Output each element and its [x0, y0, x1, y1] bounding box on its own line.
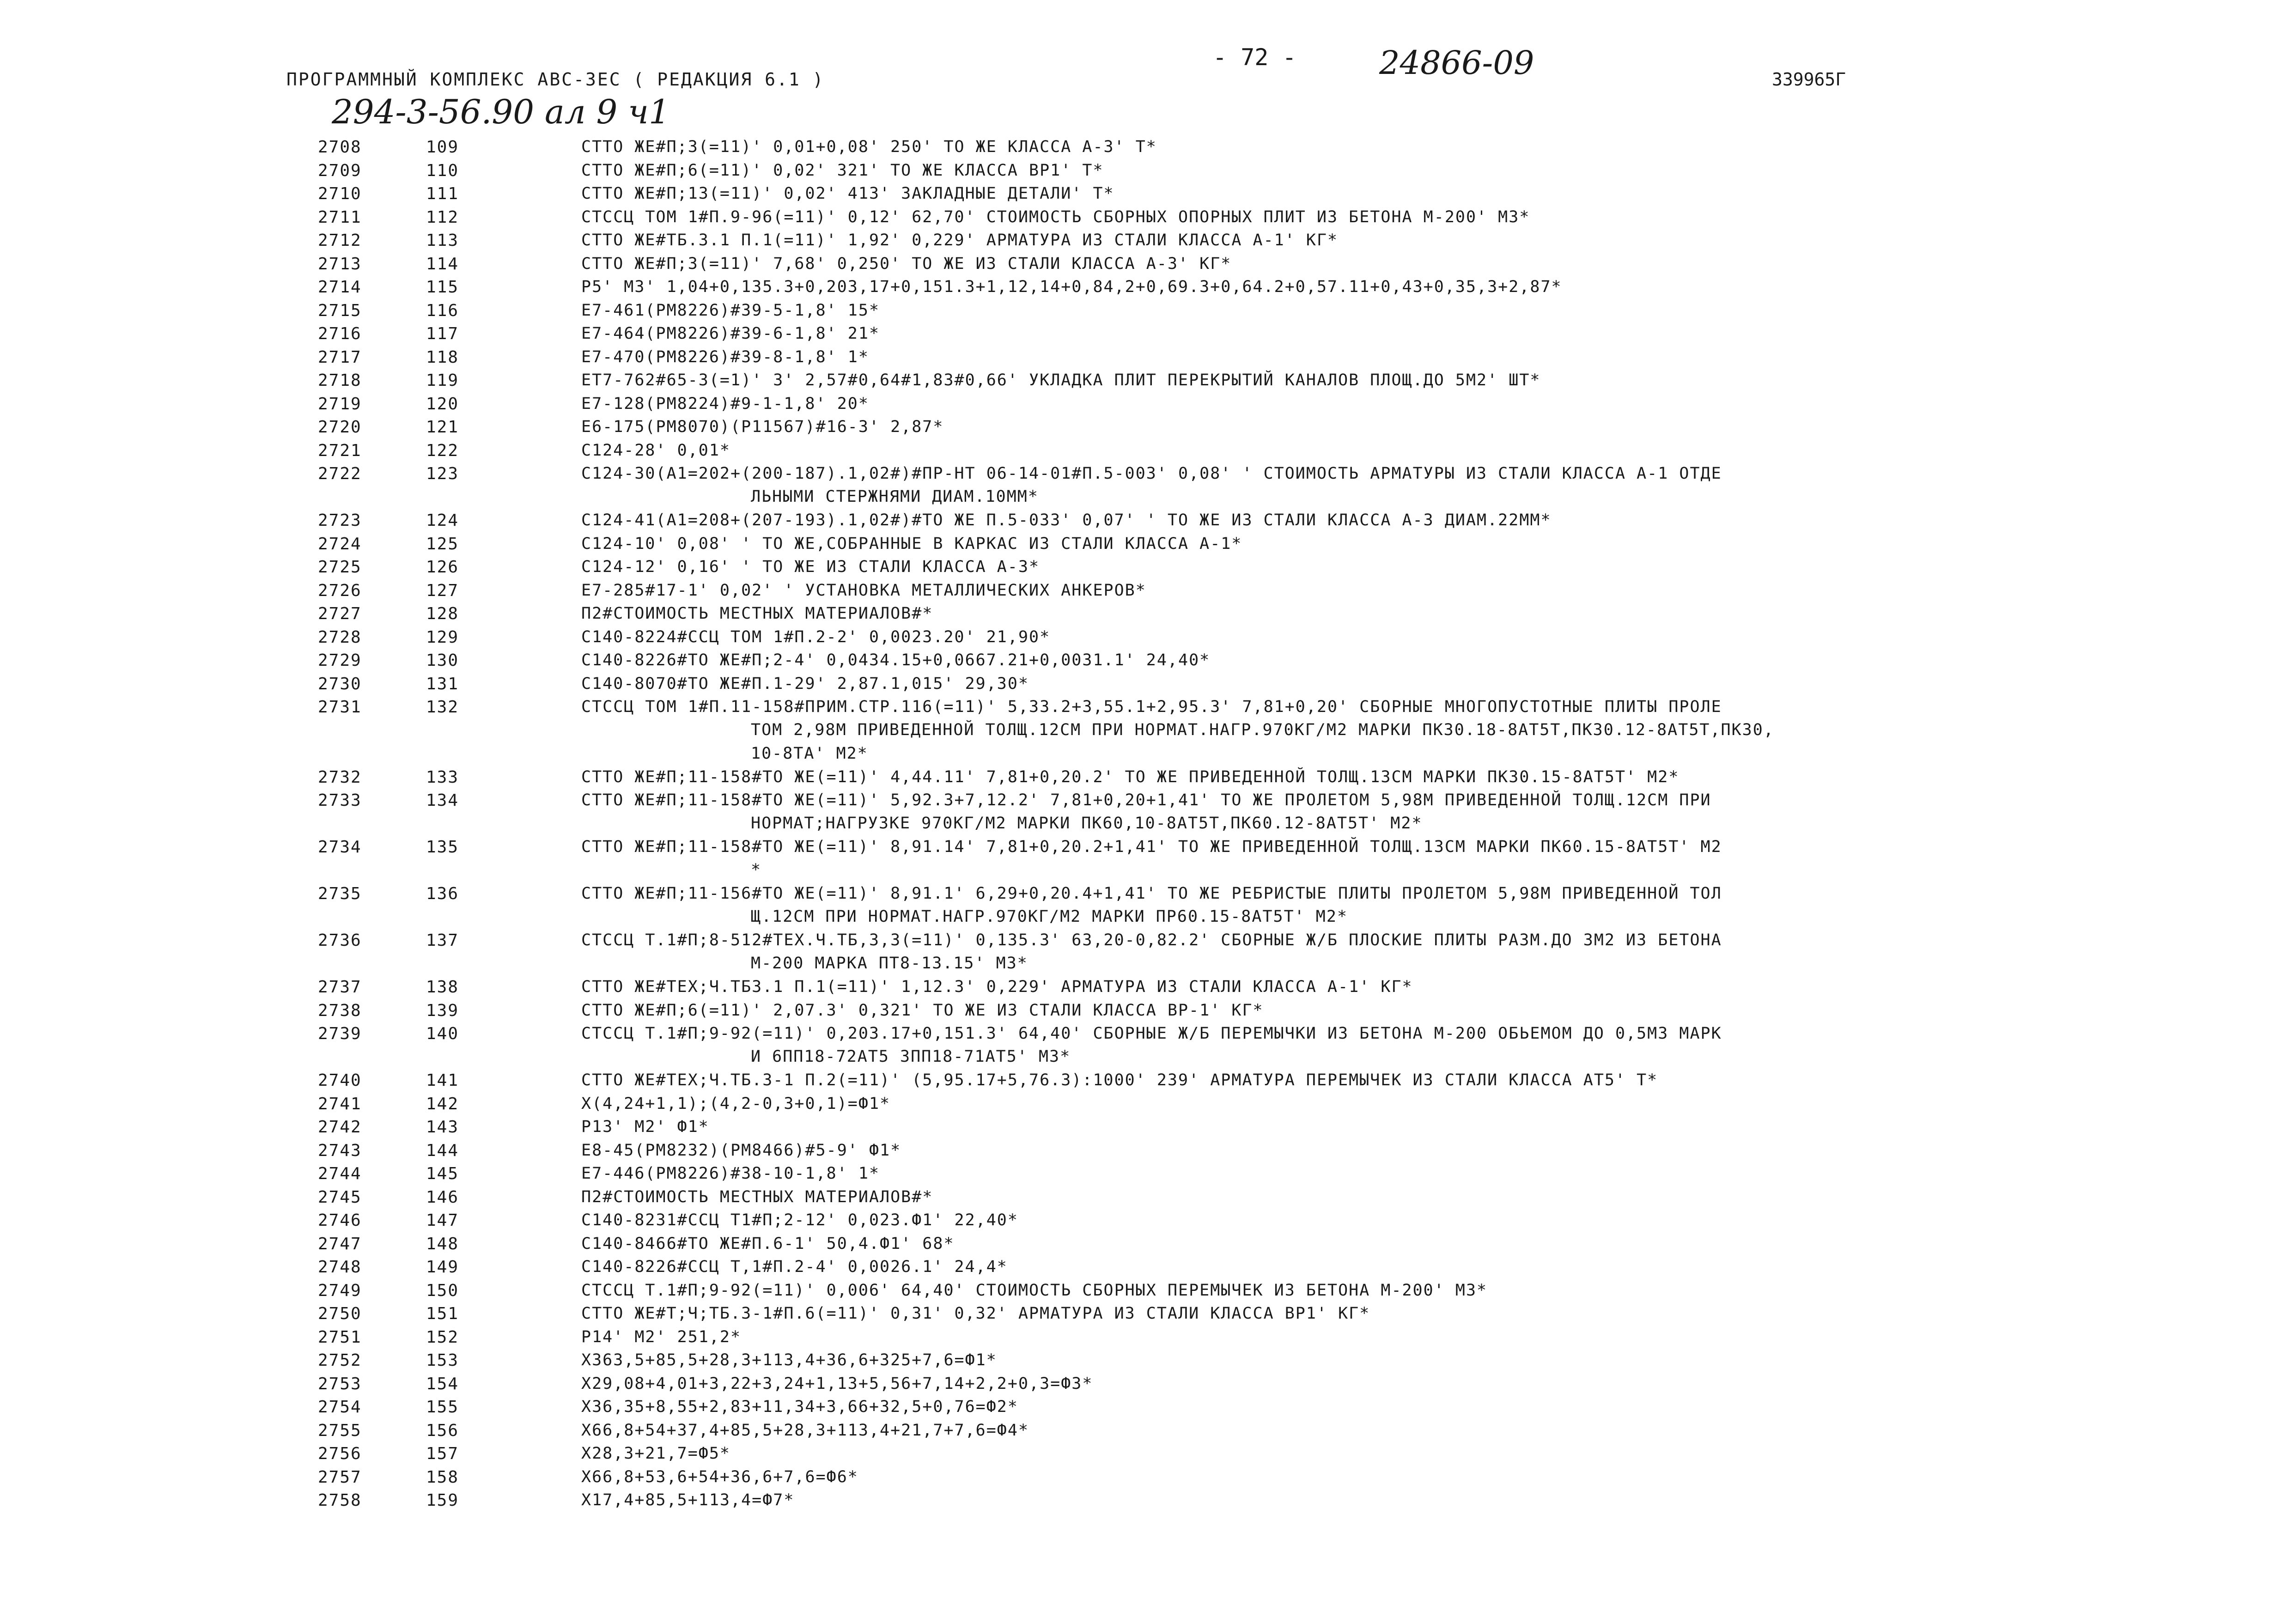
line-item-number: 115 — [426, 278, 459, 297]
line-text: СТТО ЖЕ#ТЕХ;Ч.ТБ.3-1 П.2(=11)' (5,95.17+5,76.3):1000' 239' АРМАТУРА ПЕРЕМЫЧЕК ИЗ СТАЛИ КЛАССА АТ5' Т* — [581, 1071, 1658, 1089]
line-text: Е7-128(РМ8224)#9-1-1,8' 20* — [581, 394, 869, 413]
listing-line — [0, 1071, 2294, 1095]
line-text: П2#СТОИМОСТЬ МЕСТНЫХ МАТЕРИАЛОВ#* — [581, 604, 933, 623]
listing-line — [0, 535, 2294, 558]
line-sequence-number: 2754 — [318, 1398, 362, 1417]
line-item-number: 150 — [426, 1281, 459, 1300]
line-item-number: 123 — [426, 464, 459, 483]
line-item-number: 109 — [426, 138, 459, 157]
line-item-number: 116 — [426, 301, 459, 320]
listing-line — [0, 628, 2294, 651]
line-text: СТТО ЖЕ#П;13(=11)' 0,02' 413' ЗАКЛАДНЫЕ ДЕТАЛИ' Т* — [581, 184, 1114, 203]
line-sequence-number: 2716 — [318, 324, 362, 343]
line-text: СТТО ЖЕ#П;11-156#ТО ЖЕ(=11)' 8,91.1' 6,29+0,20.4+1,41' ТО ЖЕ РЕБРИСТЫЕ ПЛИТЫ ПРОЛЕТОМ 5,98М ПРИВЕДЕННОЙ ТОЛ — [581, 884, 1722, 903]
line-sequence-number: 2738 — [318, 1001, 362, 1020]
line-item-number: 156 — [426, 1421, 459, 1440]
line-text: Х29,08+4,01+3,22+3,24+1,13+5,56+7,14+2,2+0,3=Ф3* — [581, 1374, 1093, 1393]
line-text: Х36,35+8,55+2,83+11,34+3,66+32,5+0,76=Ф2* — [581, 1398, 1018, 1416]
line-sequence-number: 2728 — [318, 627, 362, 647]
listing-line — [0, 1491, 2294, 1515]
listing-line — [0, 838, 2294, 884]
line-item-number: 149 — [426, 1258, 459, 1277]
line-item-number: 154 — [426, 1374, 459, 1393]
line-text: СТССЦ ТОМ 1#П.9-96(=11)' 0,12' 62,70' СТОИМОСТЬ СБОРНЫХ ОПОРНЫХ ПЛИТ ИЗ БЕТОНА М-200' М3* — [581, 207, 1530, 226]
line-sequence-number: 2719 — [318, 394, 362, 414]
listing-line — [0, 1164, 2294, 1188]
listing-line — [0, 1095, 2294, 1118]
line-text-continuation: Щ.12СМ ПРИ НОРМАТ.НАГР.970КГ/М2 МАРКИ ПР60.15-8АТ5Т' М2* — [751, 907, 1348, 926]
line-sequence-number: 2708 — [318, 138, 362, 157]
listing-line — [0, 1375, 2294, 1398]
line-sequence-number: 2750 — [318, 1304, 362, 1323]
listing-line — [0, 1328, 2294, 1351]
line-sequence-number: 2740 — [318, 1071, 362, 1090]
listing-line — [0, 931, 2294, 978]
line-sequence-number: 2749 — [318, 1281, 362, 1300]
listing-line — [0, 395, 2294, 418]
line-item-number: 127 — [426, 581, 459, 600]
line-text: П2#СТОИМОСТЬ МЕСТНЫХ МАТЕРИАЛОВ#* — [581, 1187, 933, 1206]
document-number: 24866-09 — [1379, 44, 1534, 82]
listing-line — [0, 1351, 2294, 1375]
line-text: СТТО ЖЕ#Т;Ч;ТБ.3-1#П.6(=11)' 0,31' 0,32' АРМАТУРА ИЗ СТАЛИ КЛАССА ВР1' КГ* — [581, 1304, 1370, 1323]
line-sequence-number: 2727 — [318, 604, 362, 623]
line-text-continuation: ЛЬНЫМИ СТЕРЖНЯМИ ДИАМ.10ММ* — [751, 487, 1039, 506]
line-text: С140-8226#ССЦ Т,1#П.2-4' 0,0026.1' 24,4* — [581, 1258, 1008, 1276]
line-text: С124-10' 0,08' ' ТО ЖЕ,СОБРАННЫЕ В КАРКАС ИЗ СТАЛИ КЛАССА А-1* — [581, 534, 1242, 553]
line-text: Х(4,24+1,1);(4,2-0,3+0,1)=Ф1* — [581, 1094, 891, 1113]
line-sequence-number: 2732 — [318, 767, 362, 787]
line-text: Р5' М3' 1,04+0,135.3+0,203,17+0,151.3+1,12,14+0,84,2+0,69.3+0,64.2+0,57.11+0,43+0,35,3+2,87* — [581, 278, 1562, 296]
listing-line — [0, 1001, 2294, 1025]
line-text-continuation: * — [751, 861, 762, 879]
listing-line — [0, 651, 2294, 675]
line-sequence-number: 2734 — [318, 838, 362, 857]
line-item-number: 128 — [426, 604, 459, 623]
listing-line — [0, 278, 2294, 301]
line-text: Х17,4+85,5+113,4=Ф7* — [581, 1491, 795, 1509]
listing-line — [0, 1024, 2294, 1071]
line-item-number: 157 — [426, 1444, 459, 1463]
program-listing — [0, 138, 2294, 1515]
line-sequence-number: 2711 — [318, 207, 362, 227]
line-item-number: 153 — [426, 1351, 459, 1370]
listing-line — [0, 301, 2294, 325]
line-sequence-number: 2741 — [318, 1094, 362, 1113]
line-text: С140-8226#ТО ЖЕ#П;2-4' 0,0434.15+0,0667.21+0,0031.1' 24,40* — [581, 651, 1211, 669]
line-text: С140-8231#ССЦ Т1#П;2-12' 0,023.Ф1' 22,40* — [581, 1211, 1018, 1229]
line-text: Е6-175(РМ8070)(Р11567)#16-3' 2,87* — [581, 418, 944, 436]
line-text: СТТО ЖЕ#ТБ.3.1 П.1(=11)' 1,92' 0,229' АРМАТУРА ИЗ СТАЛИ КЛАССА А-1' КГ* — [581, 231, 1339, 249]
line-sequence-number: 2724 — [318, 534, 362, 553]
line-item-number: 159 — [426, 1491, 459, 1510]
line-text-continuation: М-200 МАРКА ПТ8-13.15' М3* — [751, 954, 1028, 973]
listing-line — [0, 558, 2294, 581]
line-sequence-number: 2733 — [318, 791, 362, 810]
line-item-number: 141 — [426, 1071, 459, 1090]
line-sequence-number: 2715 — [318, 301, 362, 320]
line-item-number: 152 — [426, 1327, 459, 1347]
line-sequence-number: 2717 — [318, 347, 362, 367]
listing-line — [0, 441, 2294, 465]
line-text: СТТО ЖЕ#ТЕХ;Ч.ТБ3.1 П.1(=11)' 1,12.3' 0,229' АРМАТУРА ИЗ СТАЛИ КЛАССА А-1' КГ* — [581, 978, 1413, 996]
line-sequence-number: 2752 — [318, 1351, 362, 1370]
listing-line — [0, 464, 2294, 511]
line-text: Р13' М2' Ф1* — [581, 1118, 709, 1136]
line-item-number: 151 — [426, 1304, 459, 1323]
line-text: С124-12' 0,16' ' ТО ЖЕ ИЗ СТАЛИ КЛАССА А-3* — [581, 558, 1040, 576]
line-sequence-number: 2718 — [318, 371, 362, 390]
line-item-number: 119 — [426, 371, 459, 390]
line-text: Х28,3+21,7=Ф5* — [581, 1444, 731, 1463]
line-sequence-number: 2730 — [318, 674, 362, 693]
line-sequence-number: 2709 — [318, 161, 362, 180]
line-sequence-number: 2746 — [318, 1211, 362, 1230]
line-sequence-number: 2731 — [318, 698, 362, 717]
listing-line — [0, 138, 2294, 161]
program-header: ПРОГРАММНЫЙ КОМПЛЕКС АВС-3ЕС ( РЕДАКЦИЯ 6.1 ) — [286, 69, 825, 90]
line-sequence-number: 2742 — [318, 1118, 362, 1137]
line-text-continuation: И 6ПП18-72АТ5 3ПП18-71АТ5' М3* — [751, 1047, 1071, 1066]
line-text: Р14' М2' 251,2* — [581, 1327, 742, 1346]
line-text-continuation: ТОМ 2,98М ПРИВЕДЕННОЙ ТОЛЩ.12СМ ПРИ НОРМАТ.НАГР.970КГ/М2 МАРКИ ПК30.18-8АТ5Т,ПК30.12-8АТ5Т,ПК30, — [751, 721, 1774, 739]
line-item-number: 148 — [426, 1234, 459, 1253]
line-text: СТТО ЖЕ#П;11-158#ТО ЖЕ(=11)' 8,91.14' 7,81+0,20.2+1,41' ТО ЖЕ ПРИВЕДЕННОЙ ТОЛЩ.13СМ МАРКИ ПК60.15-8АТ5Т' М2 — [581, 838, 1722, 856]
page-number: - 72 - — [1213, 44, 1296, 71]
line-item-number: 135 — [426, 838, 459, 857]
listing-line — [0, 978, 2294, 1001]
line-text: СТТО ЖЕ#П;6(=11)' 2,07.3' 0,321' ТО ЖЕ ИЗ СТАЛИ КЛАССА ВР-1' КГ* — [581, 1001, 1264, 1020]
line-sequence-number: 2751 — [318, 1327, 362, 1347]
listing-line — [0, 1235, 2294, 1258]
listing-line — [0, 371, 2294, 395]
listing-line — [0, 231, 2294, 255]
line-sequence-number: 2743 — [318, 1141, 362, 1160]
listing-line — [0, 884, 2294, 931]
line-sequence-number: 2714 — [318, 278, 362, 297]
line-item-number: 131 — [426, 674, 459, 693]
line-sequence-number: 2747 — [318, 1234, 362, 1253]
line-text: С124-41(А1=208+(207-193).1,02#)#ТО ЖЕ П.5-033' 0,07' ' ТО ЖЕ ИЗ СТАЛИ КЛАССА А-3 ДИАМ.22ММ* — [581, 511, 1552, 529]
listing-line — [0, 791, 2294, 838]
line-sequence-number: 2735 — [318, 884, 362, 903]
line-sequence-number: 2744 — [318, 1164, 362, 1183]
line-item-number: 136 — [426, 884, 459, 903]
listing-line — [0, 324, 2294, 348]
line-sequence-number: 2723 — [318, 511, 362, 530]
line-sequence-number: 2745 — [318, 1187, 362, 1207]
listing-line — [0, 208, 2294, 231]
line-sequence-number: 2713 — [318, 254, 362, 274]
listing-line — [0, 675, 2294, 698]
listing-line — [0, 1304, 2294, 1328]
line-text-continuation: 10-8ТА' М2* — [751, 744, 868, 763]
listing-line — [0, 161, 2294, 185]
listing-line — [0, 1398, 2294, 1421]
line-sequence-number: 2757 — [318, 1467, 362, 1487]
line-item-number: 112 — [426, 207, 459, 227]
line-text: С140-8466#ТО ЖЕ#П.6-1' 50,4.Ф1' 68* — [581, 1234, 955, 1253]
line-item-number: 140 — [426, 1024, 459, 1043]
line-sequence-number: 2755 — [318, 1421, 362, 1440]
listing-line — [0, 1141, 2294, 1165]
listing-line — [0, 184, 2294, 208]
line-item-number: 126 — [426, 558, 459, 577]
listing-line — [0, 768, 2294, 791]
line-text: СТТО ЖЕ#П;6(=11)' 0,02' 321' ТО ЖЕ КЛАССА ВР1' Т* — [581, 161, 1104, 180]
line-text: Е7-464(РМ8226)#39-6-1,8' 21* — [581, 324, 880, 343]
line-sequence-number: 2721 — [318, 441, 362, 460]
line-sequence-number: 2729 — [318, 651, 362, 670]
line-item-number: 142 — [426, 1094, 459, 1113]
line-item-number: 129 — [426, 627, 459, 647]
line-text: Е8-45(РМ8232)(РМ8466)#5-9' Ф1* — [581, 1141, 901, 1160]
line-item-number: 110 — [426, 161, 459, 180]
line-text: СТССЦ Т.1#П;9-92(=11)' 0,203.17+0,151.3' 64,40' СБОРНЫЕ Ж/Б ПЕРЕМЫЧКИ ИЗ БЕТОНА М-200 ОБЬЕМОМ ДО 0,5М3 МАРК — [581, 1024, 1722, 1043]
line-item-number: 113 — [426, 231, 459, 250]
line-item-number: 146 — [426, 1187, 459, 1207]
listing-line — [0, 1444, 2294, 1468]
line-sequence-number: 2748 — [318, 1258, 362, 1277]
line-item-number: 130 — [426, 651, 459, 670]
line-text: СТССЦ Т.1#П;9-92(=11)' 0,006' 64,40' СТОИМОСТЬ СБОРНЫХ ПЕРЕМЫЧЕК ИЗ БЕТОНА М-200' М3* — [581, 1281, 1488, 1300]
line-sequence-number: 2753 — [318, 1374, 362, 1393]
line-text: СТССЦ Т.1#П;8-512#ТЕХ.Ч.ТБ,3,3(=11)' 0,135.3' 63,20-0,82.2' СБОРНЫЕ Ж/Б ПЛОСКИЕ ПЛИТЫ РАЗМ.ДО 3М2 ИЗ БЕТОНА — [581, 931, 1722, 949]
line-text: Е7-285#17-1' 0,02' ' УСТАНОВКА МЕТАЛЛИЧЕСКИХ АНКЕРОВ* — [581, 581, 1146, 600]
line-text: СТТО ЖЕ#П;3(=11)' 0,01+0,08' 250' ТО ЖЕ КЛАССА А-3' Т* — [581, 138, 1157, 156]
line-item-number: 147 — [426, 1211, 459, 1230]
listing-line — [0, 1211, 2294, 1235]
line-sequence-number: 2756 — [318, 1444, 362, 1463]
line-sequence-number: 2736 — [318, 931, 362, 950]
listing-line — [0, 1118, 2294, 1141]
line-text: С124-28' 0,01* — [581, 441, 731, 460]
line-item-number: 143 — [426, 1118, 459, 1137]
line-sequence-number: 2710 — [318, 184, 362, 203]
line-item-number: 120 — [426, 394, 459, 414]
line-text: СТССЦ ТОМ 1#П.11-158#ПРИМ.СТР.116(=11)' 5,33.2+3,55.1+2,95.3' 7,81+0,20' СБОРНЫЕ МНОГОПУСТОТНЫЕ ПЛИТЫ ПРОЛЕ — [581, 698, 1722, 716]
line-text: Е7-446(РМ8226)#38-10-1,8' 1* — [581, 1164, 880, 1183]
line-item-number: 155 — [426, 1398, 459, 1417]
line-text: Х363,5+85,5+28,3+113,4+36,6+325+7,6=Ф1* — [581, 1351, 997, 1369]
listing-line — [0, 698, 2294, 768]
line-item-number: 125 — [426, 534, 459, 553]
line-item-number: 158 — [426, 1467, 459, 1487]
line-sequence-number: 2722 — [318, 464, 362, 483]
line-text: Х66,8+53,6+54+36,6+7,6=Ф6* — [581, 1467, 858, 1486]
line-item-number: 144 — [426, 1141, 459, 1160]
document-code: 339965Г — [1772, 69, 1846, 90]
line-text: Е7-461(РМ8226)#39-5-1,8' 15* — [581, 301, 880, 320]
line-item-number: 111 — [426, 184, 459, 203]
line-sequence-number: 2720 — [318, 418, 362, 437]
listing-line — [0, 418, 2294, 441]
line-text: Е7-470(РМ8226)#39-8-1,8' 1* — [581, 347, 869, 366]
line-text: С140-8224#ССЦ ТОМ 1#П.2-2' 0,0023.20' 21,90* — [581, 627, 1051, 646]
line-item-number: 118 — [426, 347, 459, 367]
line-item-number: 121 — [426, 418, 459, 437]
line-text: Х66,8+54+37,4+85,5+28,3+113,4+21,7+7,6=Ф4* — [581, 1421, 1029, 1440]
line-item-number: 137 — [426, 931, 459, 950]
line-sequence-number: 2726 — [318, 581, 362, 600]
line-text: СТТО ЖЕ#П;11-158#ТО ЖЕ(=11)' 5,92.3+7,12.2' 7,81+0,20+1,41' ТО ЖЕ ПРОЛЕТОМ 5,98М ПРИВЕДЕННОЙ ТОЛЩ.12СМ ПРИ — [581, 791, 1711, 809]
line-item-number: 133 — [426, 767, 459, 787]
listing-line — [0, 1421, 2294, 1445]
line-item-number: 145 — [426, 1164, 459, 1183]
line-item-number: 122 — [426, 441, 459, 460]
line-sequence-number: 2758 — [318, 1491, 362, 1510]
listing-line — [0, 1188, 2294, 1211]
line-sequence-number: 2725 — [318, 558, 362, 577]
line-item-number: 138 — [426, 978, 459, 997]
line-sequence-number: 2739 — [318, 1024, 362, 1043]
line-text: С124-30(А1=202+(200-187).1,02#)#ПР-НТ 06-14-01#П.5-003' 0,08' ' СТОИМОСТЬ АРМАТУРЫ ИЗ СТАЛИ КЛАССА А-1 ОТДЕ — [581, 464, 1722, 483]
line-sequence-number: 2737 — [318, 978, 362, 997]
line-item-number: 134 — [426, 791, 459, 810]
line-sequence-number: 2712 — [318, 231, 362, 250]
line-item-number: 132 — [426, 698, 459, 717]
line-text: С140-8070#ТО ЖЕ#П.1-29' 2,87.1,015' 29,30* — [581, 674, 1029, 693]
listing-line — [0, 1281, 2294, 1305]
listing-line — [0, 604, 2294, 628]
line-item-number: 117 — [426, 324, 459, 343]
line-item-number: 124 — [426, 511, 459, 530]
line-text: ЕТ7-762#65-3(=1)' 3' 2,57#0,64#1,83#0,66' УКЛАДКА ПЛИТ ПЕРЕКРЫТИЙ КАНАЛОВ ПЛОЩ.ДО 5М2' ШТ* — [581, 371, 1541, 389]
line-item-number: 139 — [426, 1001, 459, 1020]
line-text: СТТО ЖЕ#П;11-158#ТО ЖЕ(=11)' 4,44.11' 7,81+0,20.2' ТО ЖЕ ПРИВЕДЕННОЙ ТОЛЩ.13СМ МАРКИ ПК30.15-8АТ5Т' М2* — [581, 767, 1679, 786]
line-text: СТТО ЖЕ#П;3(=11)' 7,68' 0,250' ТО ЖЕ ИЗ СТАЛИ КЛАССА А-3' КГ* — [581, 254, 1232, 273]
listing-line — [0, 581, 2294, 605]
listing-line — [0, 1258, 2294, 1281]
handwritten-note: 294-3-56.90 ал 9 ч1 — [332, 92, 670, 131]
listing-line — [0, 255, 2294, 278]
line-text-continuation: НОРМАТ;НАГРУЗКЕ 970КГ/М2 МАРКИ ПК60,10-8АТ5Т,ПК60.12-8АТ5Т' М2* — [751, 814, 1423, 833]
line-item-number: 114 — [426, 254, 459, 274]
listing-line — [0, 348, 2294, 371]
listing-line — [0, 511, 2294, 535]
listing-line — [0, 1468, 2294, 1491]
